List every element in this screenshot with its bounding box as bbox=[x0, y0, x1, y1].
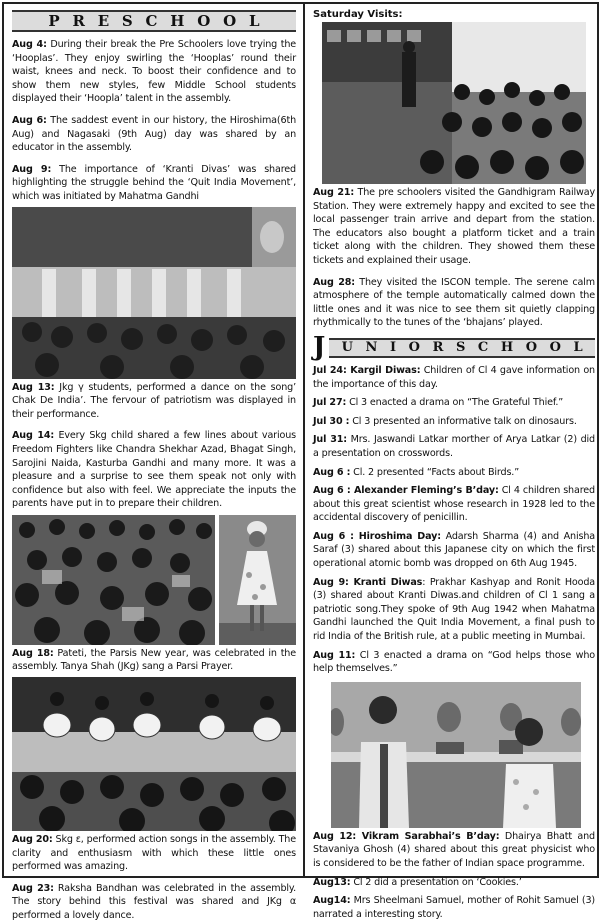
preschool-column bbox=[12, 4, 296, 923]
title-letter: U bbox=[341, 340, 353, 356]
preschool-entry bbox=[12, 833, 296, 874]
title-letter: O bbox=[223, 12, 237, 30]
entry-text: The importance of ‘Kranti Divas’ was shared highlighting the struggle behind the ‘Quit India Movement’, which was initiated by Mahatma Gandhi bbox=[12, 163, 296, 202]
title-letter: O bbox=[549, 340, 561, 356]
preschool-entry bbox=[12, 381, 296, 422]
preschool-entry bbox=[12, 114, 296, 155]
entry-date: Aug 9: Kranti Diwas bbox=[313, 576, 423, 588]
junior-entry bbox=[313, 415, 595, 429]
preschool-entry bbox=[12, 163, 296, 204]
junior-entry bbox=[313, 396, 595, 410]
title-letter: O bbox=[197, 12, 211, 30]
junior-entry bbox=[313, 484, 595, 525]
preschool-entry bbox=[12, 647, 296, 674]
entry-date: Aug 18: bbox=[12, 647, 54, 659]
entry-date: Aug 6: bbox=[12, 114, 47, 126]
entry-text: Cl 3 enacted a drama on “God helps those who help themselves.” bbox=[313, 649, 595, 675]
students-with-busts-photo bbox=[331, 682, 581, 828]
junior-entry bbox=[313, 894, 595, 921]
entry-date: Aug 12: Vikram Sarabhai’s B’day: bbox=[313, 830, 500, 842]
entry-text: Mrs Sheelmani Samuel, mother of Rohit Samuel (3) narrated a interesting story. bbox=[313, 895, 595, 920]
entry-text: The saddest event in our history, the Hiroshima(6th Aug) and Nagasaki (9th Aug) day was shared by an educator in the assembly. bbox=[12, 114, 296, 154]
entry-text: They visited the ISCON temple. The serene calm atmosphere of the temple automatically calmed down the little ones and it was nice to see them sit quietly clapping rhythmically to the tunes of the ‘bhajans’ played. bbox=[313, 276, 595, 329]
entry-date: Aug 14: bbox=[12, 430, 55, 442]
junior-entry bbox=[313, 830, 595, 871]
entry-text: Mrs. Jaswandi Latkar morther of Arya Latkar (2) did a presentation on crosswords. bbox=[313, 434, 595, 459]
junior-entry bbox=[313, 876, 595, 890]
entry-text: Every Skg child shared a few lines about various Freedom Fighters like Chandra Shekhar Azad, Bhagat Singh, Sarojini Naida, Kasturba Gandhi and many more. It was a pleasure and a surprise to see them speak not only with confidence but also with feel. We appreciate the inputs the parents have put in to prepare their children. bbox=[12, 430, 296, 510]
entry-date: Aug 13: bbox=[12, 381, 55, 393]
saturday-entry bbox=[313, 276, 595, 330]
assembly-crowd-photo bbox=[12, 515, 215, 645]
title-letter: C bbox=[477, 340, 489, 356]
junior-entry bbox=[313, 576, 595, 644]
title-letter: I bbox=[389, 340, 397, 356]
dance-performance-photo bbox=[12, 207, 296, 379]
entry-date: Aug 21: bbox=[313, 187, 355, 198]
entry-date: Aug 9: bbox=[12, 163, 52, 175]
title-letter: L bbox=[248, 12, 260, 30]
entry-date: Aug 6 : Hiroshima Day: bbox=[313, 530, 441, 542]
entry-date: Aug 23: bbox=[12, 882, 54, 894]
entry-date: Aug 28: bbox=[313, 276, 355, 288]
junior-entry bbox=[313, 364, 595, 391]
title-letter: O bbox=[408, 340, 420, 356]
newsletter-page bbox=[2, 2, 599, 922]
column-divider bbox=[303, 4, 305, 876]
entry-text: Raksha Bandhan was celebrated in the assembly. The story behind this festival was shared and JKg α performed a lovely dance. bbox=[12, 882, 296, 922]
saturday-visits-heading: Saturday Visits: bbox=[313, 9, 403, 20]
entry-text: Cl 3 enacted a drama on “The Grateful Thief.” bbox=[346, 397, 564, 409]
saturday-entry bbox=[313, 186, 595, 268]
entry-text: Pateti, the Parsis New year, was celebrated in the assembly. Tanya Shah (JKg) sang a Parsi Prayer. bbox=[12, 647, 296, 673]
title-letter: S bbox=[455, 340, 466, 356]
entry-date: Jul 30 : bbox=[313, 415, 350, 427]
title-letter: H bbox=[500, 340, 514, 356]
junior-entry bbox=[313, 466, 595, 480]
entry-date: Aug 4: bbox=[12, 39, 47, 50]
entry-date: Aug 6 : Alexander Fleming’s B’day: bbox=[313, 485, 499, 497]
junior-school-header bbox=[313, 331, 595, 362]
title-letter: R bbox=[432, 340, 444, 356]
right-column bbox=[313, 4, 595, 921]
girl-in-dress-photo bbox=[219, 515, 296, 645]
title-letter: O bbox=[525, 340, 538, 356]
preschool-entry bbox=[12, 429, 296, 511]
entry-text: The pre schoolers visited the Gandhigram Railway Station. They were extremely happy and excited to see the local passenger train arrive and depart from the station. The educators also bought a platform ticket and a train ticket along with the children. They showed them these tickets and explained their usage. bbox=[313, 187, 595, 266]
entry-text: Cl 3 presented an informative talk on dinosaurs. bbox=[349, 415, 577, 427]
entry-text: Cl 2 did a presentation on ‘Cookies.’ bbox=[350, 876, 522, 888]
junior-entry bbox=[313, 649, 595, 676]
preschool-entry bbox=[12, 882, 296, 923]
entry-date: Aug13: bbox=[313, 876, 351, 888]
title-letter: E bbox=[97, 12, 110, 30]
entry-text: Adarsh Sharma (4) and Anisha Saraf (3) shared about this Japanese city on which the first operational atomic bomb was dropped on 6th Aug 1945. bbox=[313, 530, 595, 570]
entry-text: Dhairya Bhatt and Stavaniya Ghosh (4) shared about this great physicist who is considered to be the father of Indian space programme. bbox=[313, 830, 595, 869]
entry-text: Children of Cl 4 gave information on the importance of this day. bbox=[313, 364, 595, 390]
railway-station-photo bbox=[322, 22, 586, 184]
title-letter: R bbox=[72, 12, 85, 30]
title-letter: P bbox=[48, 12, 60, 30]
title-letter: S bbox=[121, 12, 133, 30]
entry-date: Aug 6 : bbox=[313, 466, 351, 478]
action-songs-photo bbox=[12, 677, 296, 831]
entry-date: Jul 31: bbox=[313, 434, 347, 446]
preschool-entry bbox=[12, 38, 296, 106]
entry-date: Jul 27: bbox=[313, 397, 347, 409]
junior-title bbox=[329, 340, 595, 355]
title-letter: H bbox=[170, 12, 185, 30]
entry-date: Jul 24: Kargil Diwas: bbox=[313, 364, 421, 376]
junior-initial: J bbox=[313, 331, 326, 362]
entry-text: : Prakhar Kashyap and Ronit Hooda (3) shared about Kranti Diwas.and children of Cl 1 sang a patriotic song.They spoke of 9th Aug 1942 when Mahatma Gandhi launched the Quit India Movement, a final push to rid India of the British rule, at a public meeting in Mumbai. bbox=[313, 576, 595, 643]
title-letter: C bbox=[145, 12, 158, 30]
junior-entry bbox=[313, 433, 595, 460]
preschool-title bbox=[12, 12, 296, 30]
entry-date: Aug14: bbox=[313, 895, 351, 907]
junior-entry bbox=[313, 530, 595, 571]
entry-text: Cl 4 children shared about this great scientist whose research in 1928 led to the accidental discovery of penicillin. bbox=[313, 485, 595, 524]
entry-text: Jkg γ students, performed a dance on the song’ Chak De India’. The fervour of patriotism was displayed in their performance. bbox=[12, 381, 296, 420]
entry-text: Cl. 2 presented “Facts about Birds.” bbox=[350, 466, 520, 478]
entry-date: Aug 20: bbox=[12, 834, 53, 846]
title-letter: L bbox=[573, 340, 583, 356]
entry-text: Skg ε, performed action songs in the assembly. The clarity and enthusiasm with which these little ones performed was amazing. bbox=[12, 834, 296, 873]
preschool-header bbox=[12, 10, 296, 32]
title-letter: N bbox=[365, 340, 378, 356]
entry-date: Aug 11: bbox=[313, 649, 356, 661]
entry-text: During their break the Pre Schoolers love trying the ‘Hooplas’. They enjoy swirling the ‘Hooplas’ round their waist, knees and neck. To boost their confidence and to show them new styles, few Middle School students displayed their ‘Hoopla’ talent in the assembly. bbox=[12, 39, 296, 105]
